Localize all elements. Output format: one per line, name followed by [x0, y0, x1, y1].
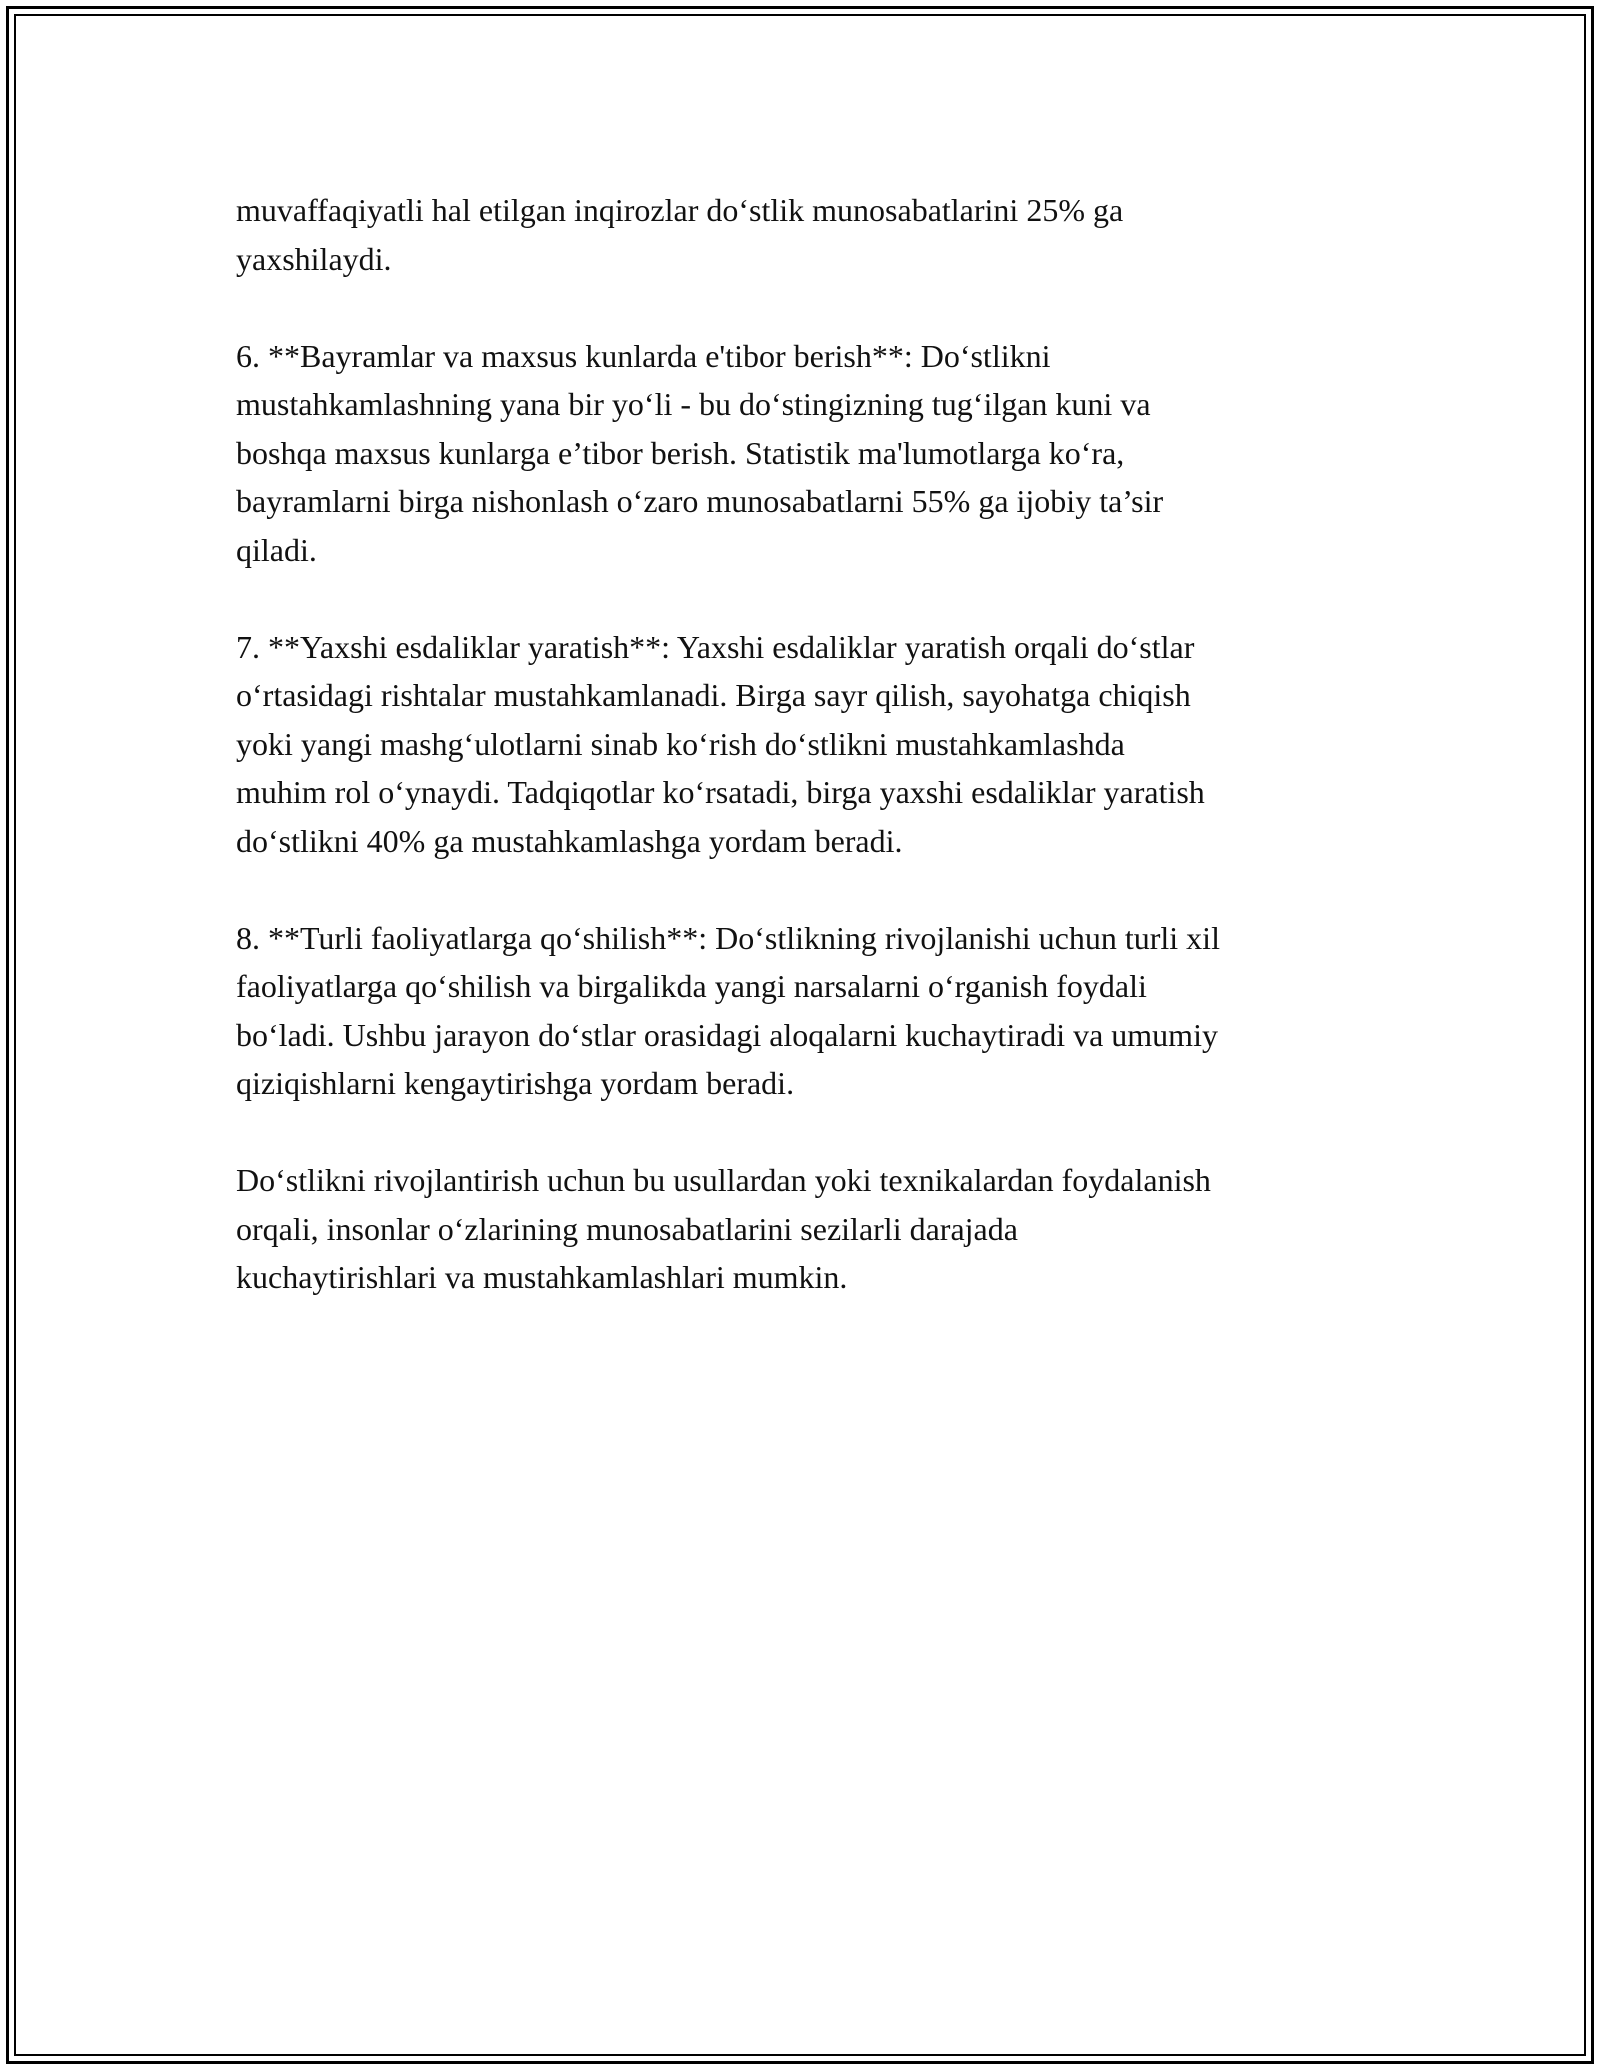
text-line: faoliyatlarga qo‘shilish va birgalikda yangi narsalarni o‘rganish foydali [236, 968, 1147, 1004]
text-line: qiziqishlarni kengaytirishga yordam beradi. [236, 1065, 795, 1101]
text-line: orqali, insonlar o‘zlarining munosabatlarini sezilarli darajada [236, 1210, 1018, 1247]
text-line: boshqa maxsus kunlarga e’tibor berish. Statistik ma'lumotlarga ko‘ra, [236, 434, 1125, 471]
text-line: yoki yangi mashg‘ulotlarni sinab ko‘rish do‘stlikni mustahkamlashda [236, 725, 1125, 762]
paragraph-crisis-conclusion [236, 186, 1376, 283]
text-line: yaxshilaydi. [236, 240, 392, 277]
paragraph-conclusion [236, 1156, 1376, 1302]
text-line: muhim rol o‘ynaydi. Tadqiqotlar ko‘rsatadi, birga yaxshi esdaliklar yaratish [236, 774, 1205, 810]
text-line: muvaffaqiyatli hal etilgan inqirozlar do‘stlik munosabatlarini 25% ga [236, 192, 1124, 228]
document-body [236, 186, 1376, 1350]
paragraph-item-8 [236, 914, 1376, 1108]
text-line: 7. **Yaxshi esdaliklar yaratish**: Yaxshi esdaliklar yaratish orqali do‘stlar [236, 628, 1195, 665]
text-line: do‘stlikni 40% ga mustahkamlashga yordam beradi. [236, 822, 903, 859]
text-line: mustahkamlashning yana bir yo‘li - bu do‘stingizning tug‘ilgan kuni va [236, 386, 1151, 422]
text-line: Do‘stlikni rivojlantirish uchun bu usullardan yoki texnikalardan foydalanish [236, 1162, 1211, 1198]
text-line: bo‘ladi. Ushbu jarayon do‘stlar orasidagi aloqalarni kuchaytiradi va umumiy [236, 1016, 1218, 1053]
paragraph-item-7 [236, 623, 1376, 866]
paragraph-item-6 [236, 332, 1376, 575]
text-line: 6. **Bayramlar va maxsus kunlarda e'tibor berish**: Do‘stlikni [236, 337, 1051, 374]
text-line: bayramlarni birga nishonlash o‘zaro munosabatlarni 55% ga ijobiy ta’sir [236, 483, 1164, 519]
text-line: qiladi. [236, 531, 317, 568]
text-line: kuchaytirishlari va mustahkamlashlari mumkin. [236, 1259, 848, 1295]
text-line: o‘rtasidagi rishtalar mustahkamlanadi. Birga sayr qilish, sayohatga chiqish [236, 677, 1191, 713]
text-line: 8. **Turli faoliyatlarga qo‘shilish**: Do‘stlikning rivojlanishi uchun turli xil [236, 919, 1220, 956]
